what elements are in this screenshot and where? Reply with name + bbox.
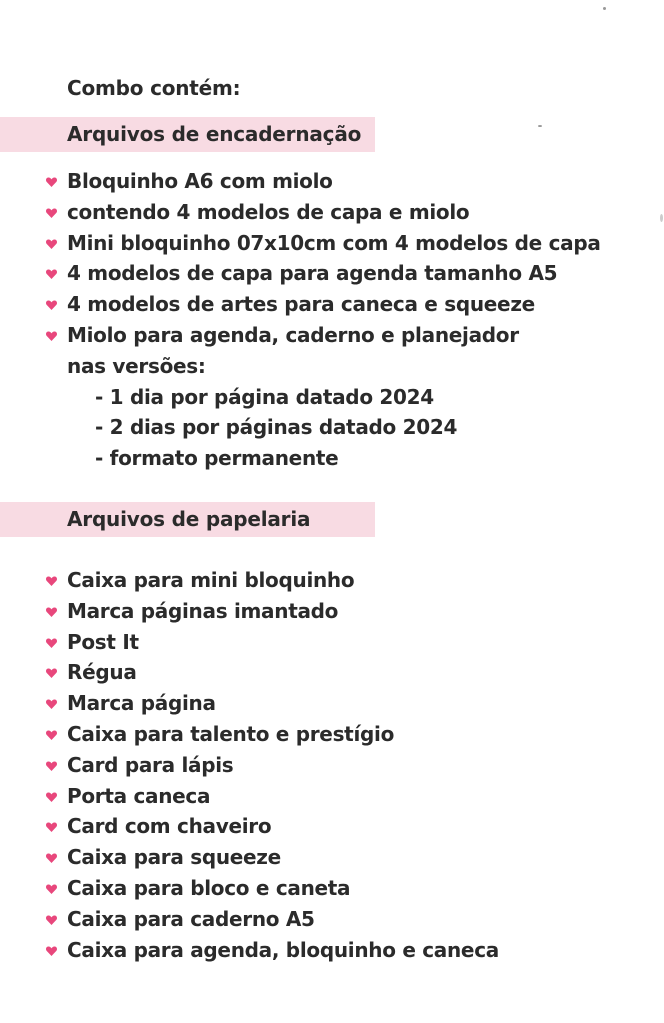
speck-dot <box>538 125 542 127</box>
list-item-label: Porta caneca <box>67 783 211 808</box>
sub-item: - 1 dia por página datado 2024 <box>95 385 434 409</box>
list-item-label: Marca página <box>67 691 216 716</box>
heart-icon <box>46 269 57 279</box>
list-item <box>0 842 499 873</box>
list-item <box>0 657 499 688</box>
list-item-label: contendo 4 modelos de capa e miolo <box>67 199 470 224</box>
heart-icon <box>46 177 57 187</box>
list-item <box>0 627 499 658</box>
list-item <box>0 596 499 627</box>
list-item <box>0 688 499 719</box>
speck-dot <box>603 7 606 10</box>
list-item <box>0 750 499 781</box>
list-item-label: Caixa para agenda, bloquinho e caneca <box>67 937 499 962</box>
list-item <box>0 935 499 966</box>
sub-item: - formato permanente <box>95 446 339 470</box>
list-item <box>0 811 499 842</box>
list-item <box>0 289 601 320</box>
list-item-label: Mini bloquinho 07x10cm com 4 modelos de capa <box>67 230 601 255</box>
list-item-label: Marca páginas imantado <box>67 598 339 623</box>
list-item-label: Caixa para squeeze <box>67 845 281 870</box>
heart-icon <box>46 699 57 709</box>
encadernacao-list <box>0 166 601 351</box>
section-heading-papelaria: Arquivos de papelaria <box>67 507 311 531</box>
heart-icon <box>46 239 57 249</box>
continuation-line: nas versões: <box>67 354 206 378</box>
list-item <box>0 904 499 935</box>
list-item-label: 4 modelos de capa para agenda tamanho A5 <box>67 261 558 286</box>
list-item-label: Miolo para agenda, caderno e planejador <box>67 322 519 347</box>
list-item-label: Caixa para bloco e caneta <box>67 875 351 900</box>
heart-icon <box>46 208 57 218</box>
heart-icon <box>46 730 57 740</box>
heart-icon <box>46 915 57 925</box>
papelaria-list <box>0 565 499 965</box>
list-item <box>0 228 601 259</box>
section-heading-encadernacao: Arquivos de encadernação <box>67 122 362 146</box>
list-item-label: 4 modelos de artes para caneca e squeeze <box>67 292 535 317</box>
heart-icon <box>46 853 57 863</box>
list-item <box>0 719 499 750</box>
speck-dot <box>660 214 663 222</box>
list-item-label: Post It <box>67 629 139 654</box>
heart-icon <box>46 822 57 832</box>
list-item-label: Caixa para talento e prestígio <box>67 721 395 746</box>
heart-icon <box>46 331 57 341</box>
list-item <box>0 166 601 197</box>
list-item <box>0 565 499 596</box>
heart-icon <box>46 638 57 648</box>
list-item <box>0 781 499 812</box>
page-title: Combo contém: <box>67 76 241 100</box>
list-item-label: Caixa para caderno A5 <box>67 906 315 931</box>
heart-icon <box>46 884 57 894</box>
heart-icon <box>46 946 57 956</box>
list-item <box>0 258 601 289</box>
list-item-label: Card para lápis <box>67 752 234 777</box>
heart-icon <box>46 576 57 586</box>
list-item-label: Card com chaveiro <box>67 814 272 839</box>
list-item-label: Bloquinho A6 com miolo <box>67 169 333 193</box>
list-item <box>0 197 601 228</box>
list-item-label: Régua <box>67 660 137 685</box>
heart-icon <box>46 300 57 310</box>
heart-icon <box>46 607 57 617</box>
list-item-label: Caixa para mini bloquinho <box>67 568 355 592</box>
heart-icon <box>46 668 57 678</box>
heart-icon <box>46 792 57 802</box>
list-item <box>0 873 499 904</box>
list-item <box>0 320 601 351</box>
sub-item: - 2 dias por páginas datado 2024 <box>95 415 458 439</box>
heart-icon <box>46 761 57 771</box>
